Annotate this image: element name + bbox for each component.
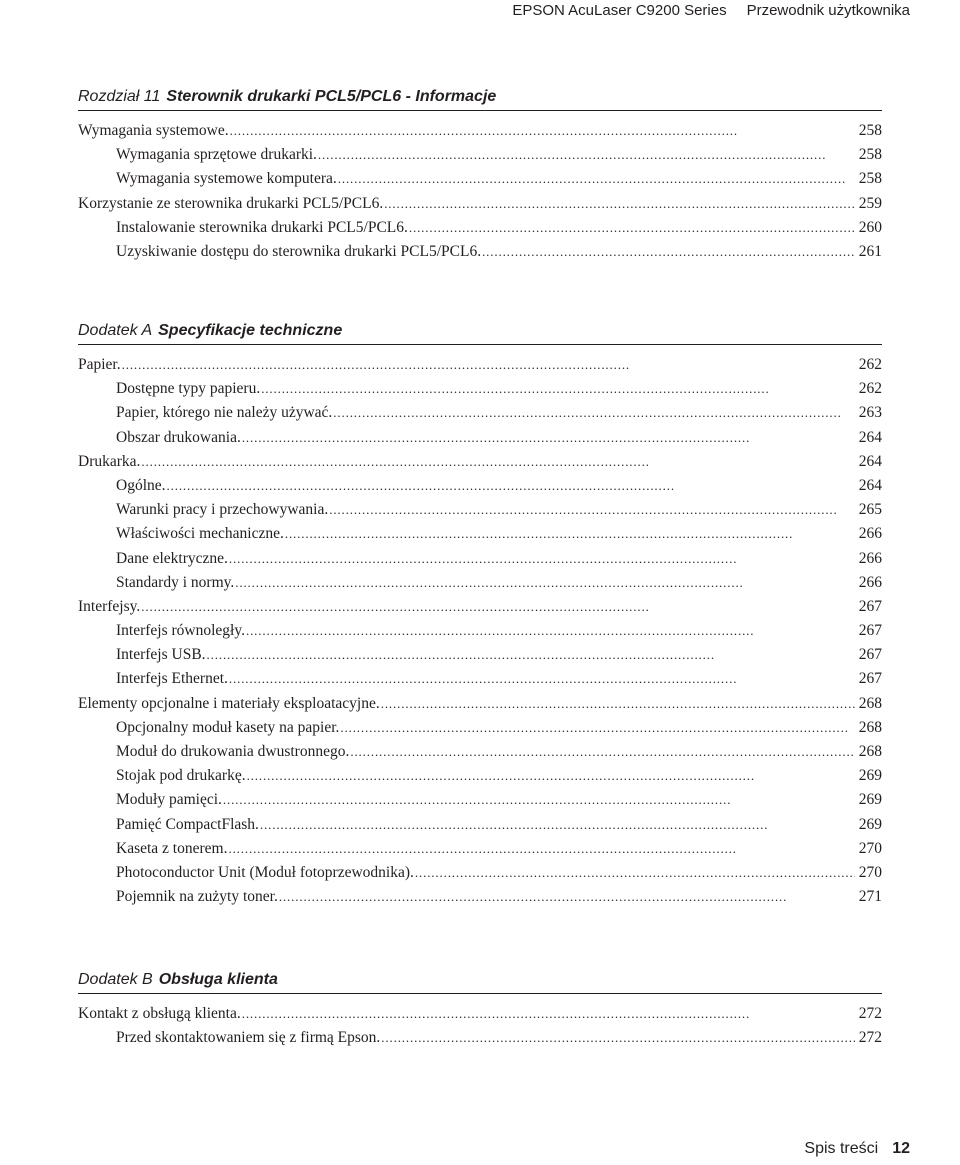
toc-entry-page[interactable]: 258 — [858, 122, 882, 139]
dot-leader — [247, 764, 855, 788]
product-name: EPSON AcuLaser C9200 Series — [512, 2, 727, 19]
toc-entry-title[interactable]: Opcjonalny moduł kasety na papier. — [116, 718, 340, 736]
toc-entry-page[interactable]: 266 — [858, 573, 882, 591]
toc-entry-title[interactable]: Pamięć CompactFlash. — [116, 815, 259, 833]
dot-leader — [279, 885, 855, 909]
toc-entry-page[interactable]: 263 — [858, 404, 882, 422]
dot-leader — [207, 643, 855, 667]
toc-entry-title[interactable]: Instalowanie sterownika drukarki PCL5/PCL6. — [116, 218, 408, 236]
toc-entry-title[interactable]: Pojemnik na zużyty toner. — [116, 888, 278, 906]
toc-entry[interactable] — [78, 216, 882, 240]
toc-entry-page[interactable]: 265 — [858, 501, 882, 519]
dot-leader — [229, 547, 855, 571]
toc-entry[interactable] — [78, 1026, 882, 1050]
toc-entry[interactable] — [78, 377, 882, 401]
section-label: Dodatek B — [78, 971, 153, 988]
toc-entry-page[interactable]: 268 — [858, 718, 882, 736]
dot-leader — [285, 522, 855, 546]
toc-entry-page[interactable]: 271 — [858, 888, 882, 906]
toc-entry-title[interactable]: Drukarka. — [78, 452, 141, 470]
dot-leader — [122, 353, 855, 377]
toc-entry-title[interactable]: Wymagania systemowe. — [78, 122, 229, 139]
toc-entries — [78, 119, 882, 264]
toc-entry-title[interactable]: Interfejs równoległy. — [116, 622, 245, 640]
dot-leader — [141, 450, 854, 474]
toc-entry-title[interactable]: Interfejs USB. — [116, 646, 206, 664]
dot-leader — [246, 619, 855, 643]
toc-entry-page[interactable]: 269 — [858, 791, 882, 809]
toc-entry-page[interactable]: 267 — [858, 646, 882, 664]
toc-entry-title[interactable]: Przed skontaktowaniem się z firmą Epson. — [116, 1029, 381, 1047]
toc-entry-title[interactable]: Interfejs Ethernet. — [116, 670, 228, 688]
toc-entry-page[interactable]: 272 — [858, 1005, 882, 1022]
toc-entry-title[interactable]: Papier. — [78, 356, 121, 373]
dot-leader — [242, 1002, 855, 1026]
dot-leader — [338, 167, 855, 191]
toc-entry-page[interactable]: 270 — [858, 863, 882, 881]
toc-entry-title[interactable]: Warunki pracy i przechowywania. — [116, 501, 329, 519]
footer-label: Spis treści — [804, 1140, 879, 1157]
toc-entry[interactable] — [78, 498, 882, 522]
toc-entry-page[interactable]: 258 — [858, 170, 882, 188]
dot-leader — [261, 377, 855, 401]
toc-entry-title[interactable]: Korzystanie ze sterownika drukarki PCL5/PCL6. — [78, 194, 384, 212]
dot-leader — [415, 861, 855, 885]
toc-entry-title[interactable]: Moduł do drukowania dwustronnego. — [116, 743, 350, 760]
toc-entry-page[interactable]: 268 — [858, 743, 882, 760]
dot-leader — [350, 740, 854, 764]
dot-leader — [235, 571, 855, 595]
section-title: Sterownik drukarki PCL5/PCL6 - Informacje — [166, 88, 497, 105]
section-title: Obsługa klienta — [158, 971, 278, 988]
toc-entry-page[interactable]: 266 — [858, 525, 882, 543]
toc-entry[interactable] — [78, 401, 882, 425]
toc-entry-title[interactable]: Kontakt z obsługą klienta. — [78, 1005, 241, 1022]
toc-entry[interactable] — [78, 619, 882, 643]
toc-entry-page[interactable]: 260 — [858, 218, 882, 236]
toc-entry-page[interactable]: 264 — [858, 452, 882, 470]
dot-leader — [381, 1026, 854, 1050]
toc-entry-page[interactable]: 262 — [858, 380, 882, 398]
toc-entry[interactable] — [78, 426, 882, 450]
toc-entry-title[interactable]: Obszar drukowania. — [116, 428, 241, 446]
toc-entry[interactable] — [78, 885, 882, 909]
toc-entry[interactable] — [78, 571, 882, 595]
toc-entry-page[interactable]: 259 — [858, 194, 882, 212]
toc-entry-title[interactable]: Dane elektryczne. — [116, 549, 228, 567]
toc-entry-page[interactable]: 267 — [858, 622, 882, 640]
dot-leader — [260, 813, 855, 837]
toc-entry-page[interactable]: 266 — [858, 549, 882, 567]
section-heading — [78, 86, 882, 111]
toc-entry[interactable] — [78, 740, 882, 764]
toc-entry-page[interactable]: 267 — [858, 597, 882, 615]
dot-leader — [340, 716, 854, 740]
toc-entry-title[interactable]: Interfejsy. — [78, 597, 141, 615]
toc-entry[interactable] — [78, 167, 882, 191]
section-label: Dodatek A — [78, 322, 153, 339]
toc-entry[interactable] — [78, 692, 882, 716]
page-header — [512, 0, 910, 22]
toc-entry[interactable] — [78, 595, 882, 619]
toc-entry-title[interactable]: Uzyskiwanie dostępu do sterownika drukarki PCL5/PCL6. — [116, 242, 482, 260]
toc-entry-title[interactable]: Elementy opcjonalne i materiały eksploatacyjne. — [78, 694, 380, 712]
toc-entry-title[interactable]: Wymagania systemowe komputera. — [116, 170, 337, 188]
dot-leader — [228, 837, 854, 861]
dot-leader — [381, 692, 855, 716]
section-heading — [78, 320, 882, 345]
dot-leader — [141, 595, 854, 619]
toc-entry[interactable] — [78, 522, 882, 546]
toc-entry-title[interactable]: Photoconductor Unit (Moduł fotoprzewodnika). — [116, 863, 414, 881]
toc-entry[interactable] — [78, 119, 882, 143]
toc-entry-page[interactable]: 267 — [858, 670, 882, 688]
toc-entry-title[interactable]: Wymagania sprzętowe drukarki. — [116, 146, 317, 164]
guide-title: Przewodnik użytkownika — [746, 2, 910, 19]
toc-entry-page[interactable]: 258 — [858, 146, 882, 164]
section-heading — [78, 969, 882, 994]
dot-leader — [482, 240, 855, 264]
toc-entry[interactable] — [78, 643, 882, 667]
dot-leader — [230, 119, 855, 143]
toc-entry[interactable] — [78, 667, 882, 691]
toc-entry-page[interactable]: 272 — [858, 1029, 882, 1047]
toc-entry-page[interactable]: 270 — [858, 839, 882, 857]
dot-leader — [242, 426, 855, 450]
dot-leader — [318, 143, 855, 167]
toc-entry-page[interactable]: 268 — [858, 694, 882, 712]
toc-entry-title[interactable]: Kaseta z tonerem. — [116, 839, 228, 857]
page-footer — [804, 1140, 910, 1158]
toc-entries — [78, 353, 882, 909]
toc-section-appendix-a — [78, 320, 882, 909]
toc-entry[interactable] — [78, 788, 882, 812]
page-number: 12 — [892, 1140, 910, 1157]
toc-entry-page[interactable]: 261 — [858, 242, 882, 260]
toc-entry[interactable] — [78, 192, 882, 216]
toc-section-appendix-b — [78, 969, 882, 1050]
toc-entry[interactable] — [78, 474, 882, 498]
toc-entry[interactable] — [78, 837, 882, 861]
toc-entry-page[interactable]: 269 — [858, 815, 882, 833]
toc-entry[interactable] — [78, 716, 882, 740]
toc-entry-page[interactable]: 264 — [858, 428, 882, 446]
dot-leader — [384, 192, 855, 216]
dot-leader — [333, 401, 854, 425]
dot-leader — [409, 216, 855, 240]
toc-entry-title[interactable]: Stojak pod drukarkę. — [116, 767, 246, 785]
toc-entry[interactable] — [78, 861, 882, 885]
toc-entry[interactable] — [78, 1002, 882, 1026]
section-title: Specyfikacje techniczne — [158, 322, 343, 339]
dot-leader — [167, 474, 855, 498]
toc-entry-page[interactable]: 264 — [858, 476, 882, 494]
toc-entry[interactable] — [78, 547, 882, 571]
toc-entry-page[interactable]: 269 — [858, 767, 882, 785]
toc-entry[interactable] — [78, 143, 882, 167]
toc-entry-title[interactable]: Moduły pamięci. — [116, 791, 222, 809]
toc-entry-title[interactable]: Dostępne typy papieru. — [116, 380, 261, 398]
toc-entry[interactable] — [78, 764, 882, 788]
toc-entry-title[interactable]: Papier, którego nie należy używać. — [116, 404, 333, 422]
section-label: Rozdział 11 — [78, 88, 161, 105]
dot-leader — [329, 498, 855, 522]
toc-entries — [78, 1002, 882, 1050]
dot-leader — [223, 788, 855, 812]
toc-entry[interactable] — [78, 353, 882, 377]
toc-entry[interactable] — [78, 813, 882, 837]
toc-section-chapter-11 — [78, 86, 882, 264]
toc-entry[interactable] — [78, 450, 882, 474]
toc-entry[interactable] — [78, 240, 882, 264]
toc-entry-title[interactable]: Standardy i normy. — [116, 573, 235, 591]
toc-entry-title[interactable]: Właściwości mechaniczne. — [116, 525, 284, 543]
dot-leader — [229, 667, 855, 691]
toc-entry-title[interactable]: Ogólne. — [116, 476, 166, 494]
toc-entry-page[interactable]: 262 — [858, 356, 882, 373]
